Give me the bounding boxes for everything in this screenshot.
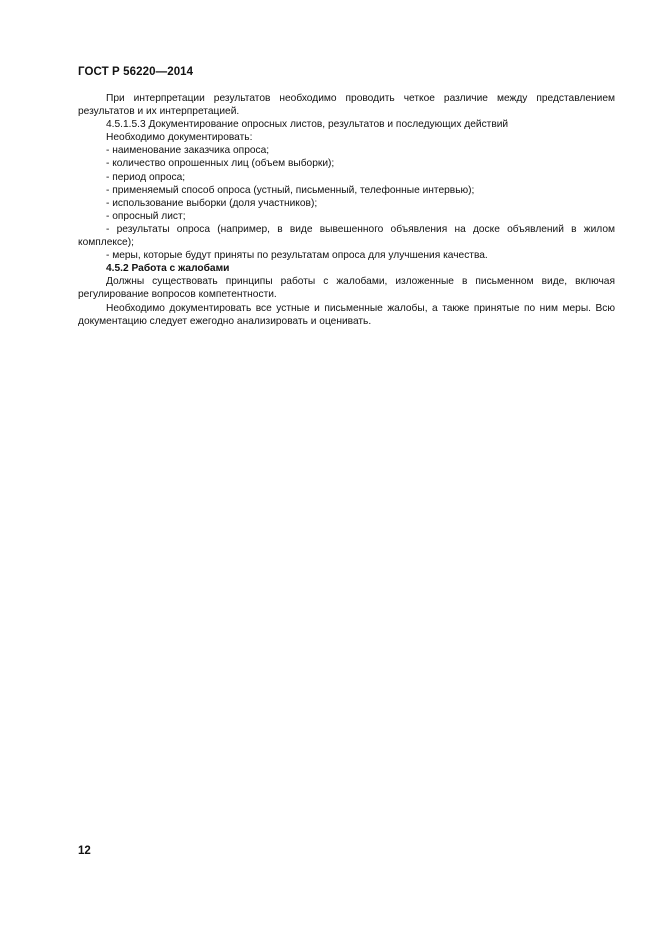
paragraph-document-intro: Необходимо документировать: [106, 132, 253, 144]
list-item: - меры, которые будут приняты по результатам опроса для улучшения качества. [106, 250, 488, 262]
list-item: - количество опрошенных лиц (объем выборки); [106, 158, 335, 170]
list-item: - период опроса; [106, 171, 186, 183]
list-item: - наименование заказчика опроса; [106, 145, 270, 157]
paragraph-complaint-documentation: Необходимо документировать все устные и письменные жалобы, а также принятые по ним меры. Всю документацию следует ежегодно анализировать и оценивать. [78, 302, 615, 327]
list-item: - опросный лист; [106, 210, 186, 222]
list-item: - применяемый способ опроса (устный, письменный, телефонные интервью); [106, 184, 475, 196]
document-body [78, 92, 615, 328]
page-number: 12 [78, 845, 91, 857]
list-item: - результаты опроса (например, в виде вывешенного объявления на доске объявлений в жилом комплексе); [78, 223, 615, 249]
paragraph-complaint-principles: Должны существовать принципы работы с жалобами, изложенные в письменном виде, включая регулирование вопросов компетентности. [78, 276, 615, 301]
section-heading-4-5-2: 4.5.2 Работа с жалобами [106, 263, 230, 275]
document-header: ГОСТ Р 56220—2014 [78, 66, 194, 78]
section-heading-4-5-1-5-3: 4.5.1.5.3 Документирование опросных листов, результатов и последующих действий [106, 119, 509, 131]
paragraph-interpretation: При интерпретации результатов необходимо проводить четкое различие между представлением результатов и их интерпретацией. [78, 93, 615, 118]
list-item: - использование выборки (доля участников); [106, 197, 318, 209]
